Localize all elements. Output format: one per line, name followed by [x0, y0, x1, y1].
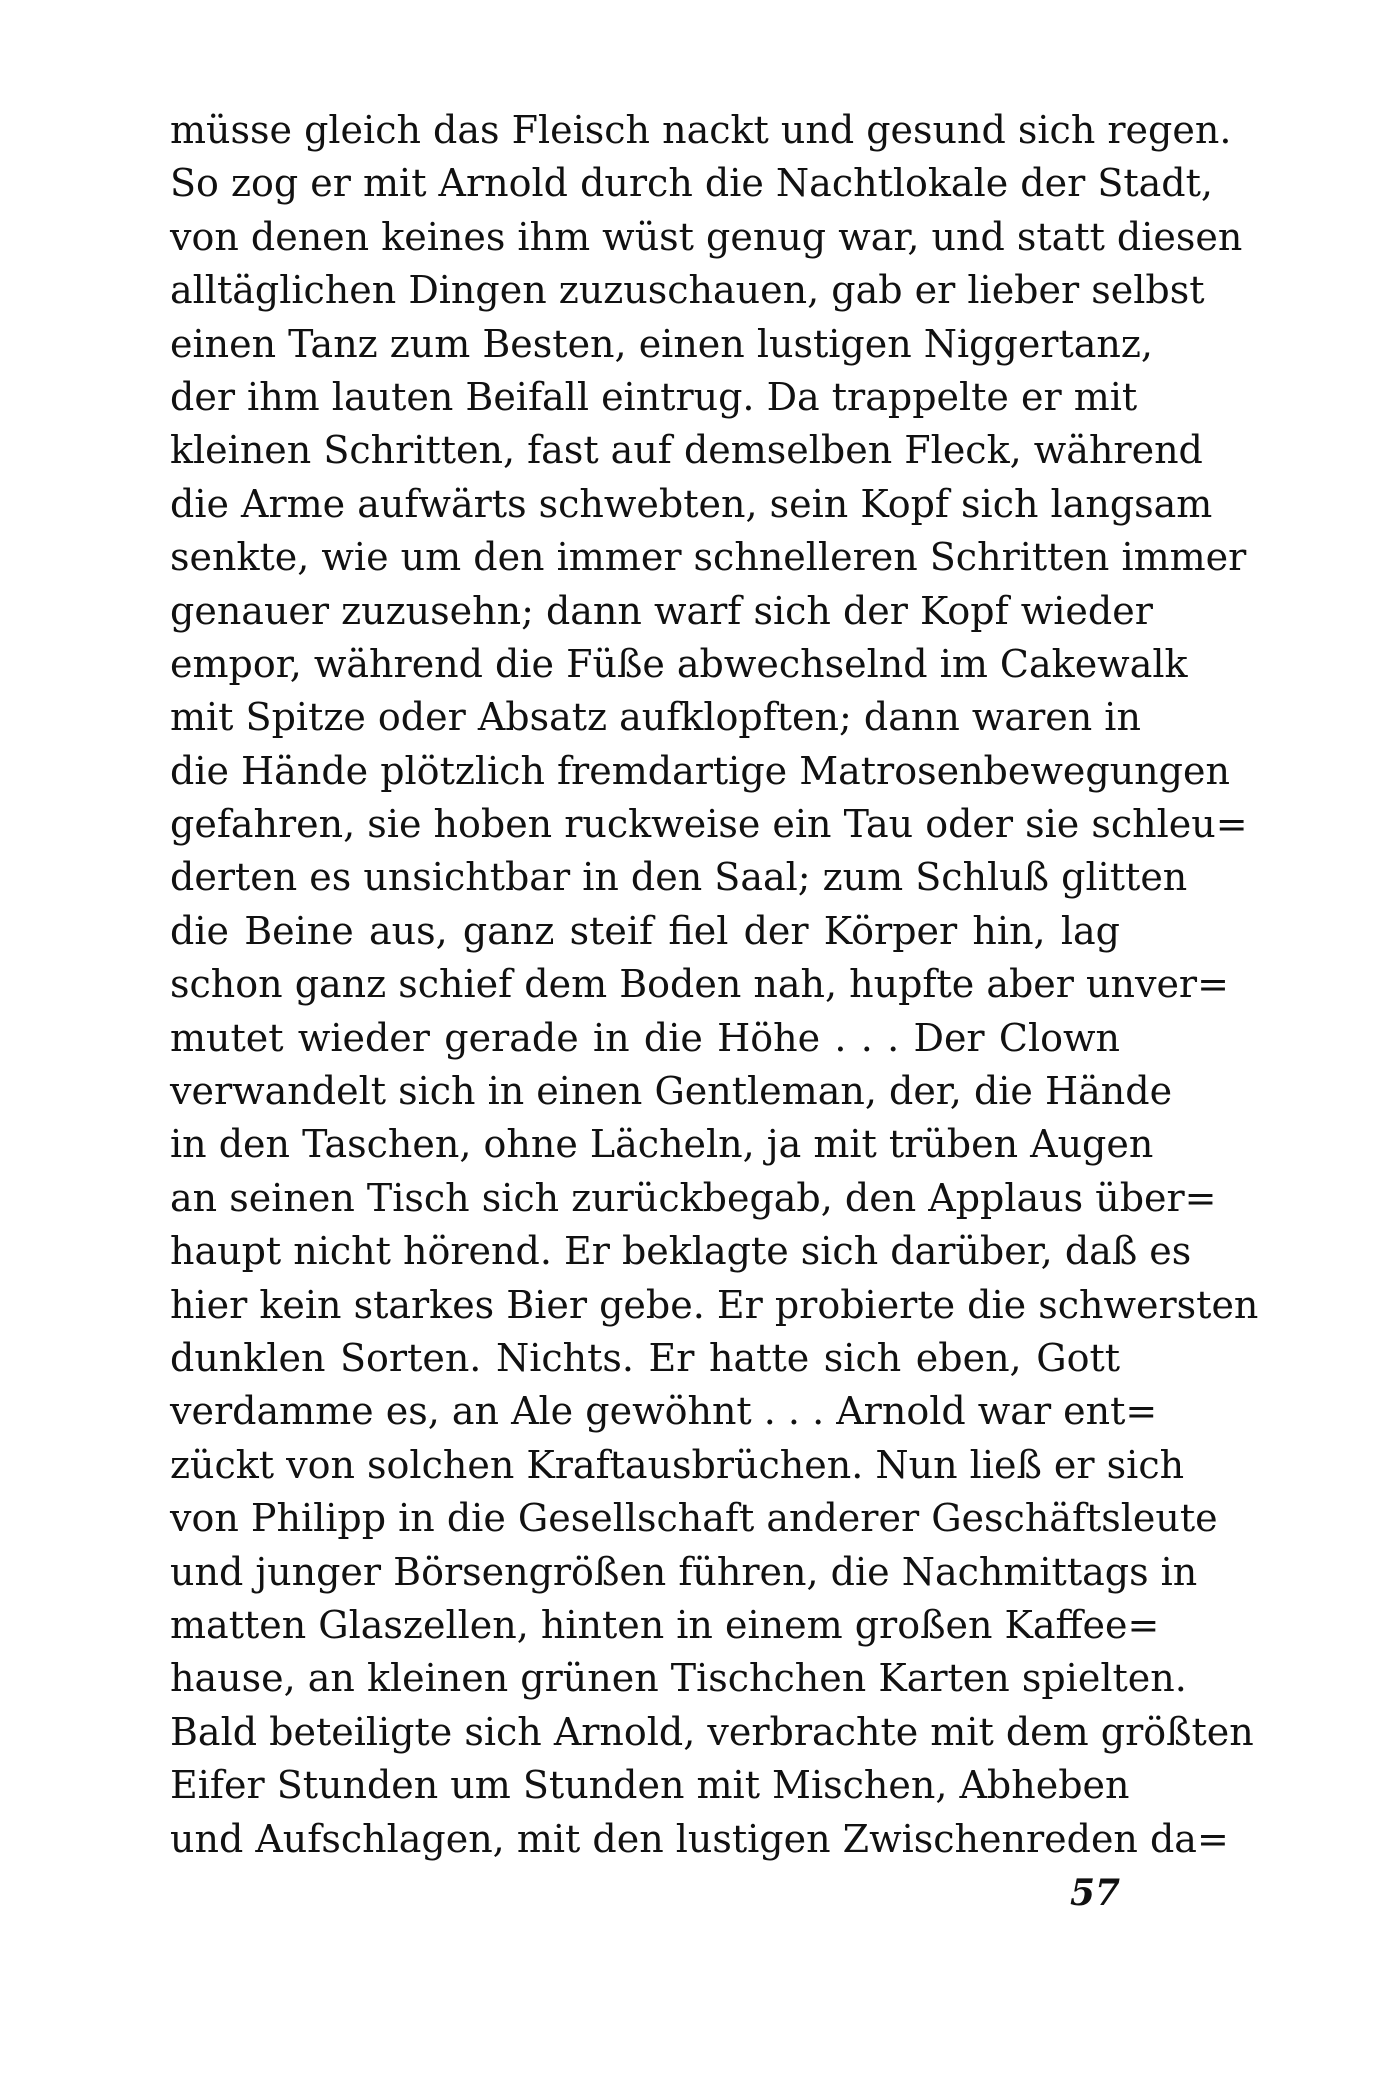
text-line: zückt von solchen Kraftausbrüchen. Nun ließ er sich	[170, 1442, 1185, 1487]
text-line: matten Glaszellen, hinten in einem großen Kaffee=	[170, 1602, 1160, 1647]
text-line: an seinen Tisch sich zurückbegab, den Applaus über=	[170, 1175, 1217, 1220]
text-line: die Arme aufwärts schwebten, sein Kopf sich langsam	[170, 481, 1213, 526]
text-line: mutet wieder gerade in die Höhe . . . Der Clown	[170, 1015, 1120, 1060]
text-line: Bald beteiligte sich Arnold, verbrachte mit dem größten	[170, 1709, 1254, 1754]
page-number: 57	[1070, 1872, 1121, 1914]
text-line: und Aufschlagen, mit den lustigen Zwischenreden da=	[170, 1816, 1229, 1861]
text-line: haupt nicht hörend. Er beklagte sich darüber, daß es	[170, 1229, 1192, 1274]
text-line: senkte, wie um den immer schnelleren Schritten immer	[170, 535, 1247, 580]
text-line: in den Taschen, ohne Lächeln, ja mit trüben Augen	[170, 1122, 1154, 1167]
text-line: derten es unsichtbar in den Saal; zum Schluß glitten	[170, 855, 1188, 900]
text-line: schon ganz schief dem Boden nah, hupfte aber unver=	[170, 962, 1229, 1007]
text-line: einen Tanz zum Besten, einen lustigen Niggertanz,	[170, 321, 1153, 366]
text-line: verwandelt sich in einen Gentleman, der, die Hände	[170, 1069, 1173, 1114]
text-line: Eifer Stunden um Stunden mit Mischen, Abheben	[170, 1763, 1130, 1808]
text-line: So zog er mit Arnold durch die Nachtlokale der Stadt,	[170, 161, 1213, 206]
text-line: hier kein starkes Bier gebe. Er probierte die schwersten	[170, 1282, 1259, 1327]
body-text	[170, 104, 1259, 1866]
text-line: die Beine aus, ganz steif fiel der Körper hin, lag	[170, 908, 1120, 953]
text-line: die Hände plötzlich fremdartige Matrosenbewegungen	[170, 748, 1230, 793]
text-line: und junger Börsengrößen führen, die Nachmittags in	[170, 1549, 1198, 1594]
text-line: dunklen Sorten. Nichts. Er hatte sich eben, Gott	[170, 1335, 1120, 1380]
text-line: genauer zuzusehn; dann warf sich der Kopf wieder	[170, 588, 1153, 633]
text-line: empor, während die Füße abwechselnd im Cakewalk	[170, 641, 1188, 686]
text-line: alltäglichen Dingen zuzuschauen, gab er lieber selbst	[170, 268, 1205, 313]
text-line: gefahren, sie hoben ruckweise ein Tau oder sie schleu=	[170, 802, 1248, 847]
text-line: mit Spitze oder Absatz aufklopften; dann waren in	[170, 695, 1141, 740]
text-line: müsse gleich das Fleisch nackt und gesund sich regen.	[170, 108, 1232, 152]
text-line: von denen keines ihm wüst genug war, und statt diesen	[170, 214, 1243, 259]
text-line: verdamme es, an Ale gewöhnt . . . Arnold war ent=	[170, 1389, 1158, 1434]
text-line: kleinen Schritten, fast auf demselben Fleck, während	[170, 428, 1203, 473]
text-line: hause, an kleinen grünen Tischchen Karten spielten.	[170, 1656, 1187, 1701]
text-line: von Philipp in die Gesellschaft anderer Geschäftsleute	[170, 1496, 1218, 1541]
text-line: der ihm lauten Beifall eintrug. Da trappelte er mit	[170, 374, 1138, 419]
